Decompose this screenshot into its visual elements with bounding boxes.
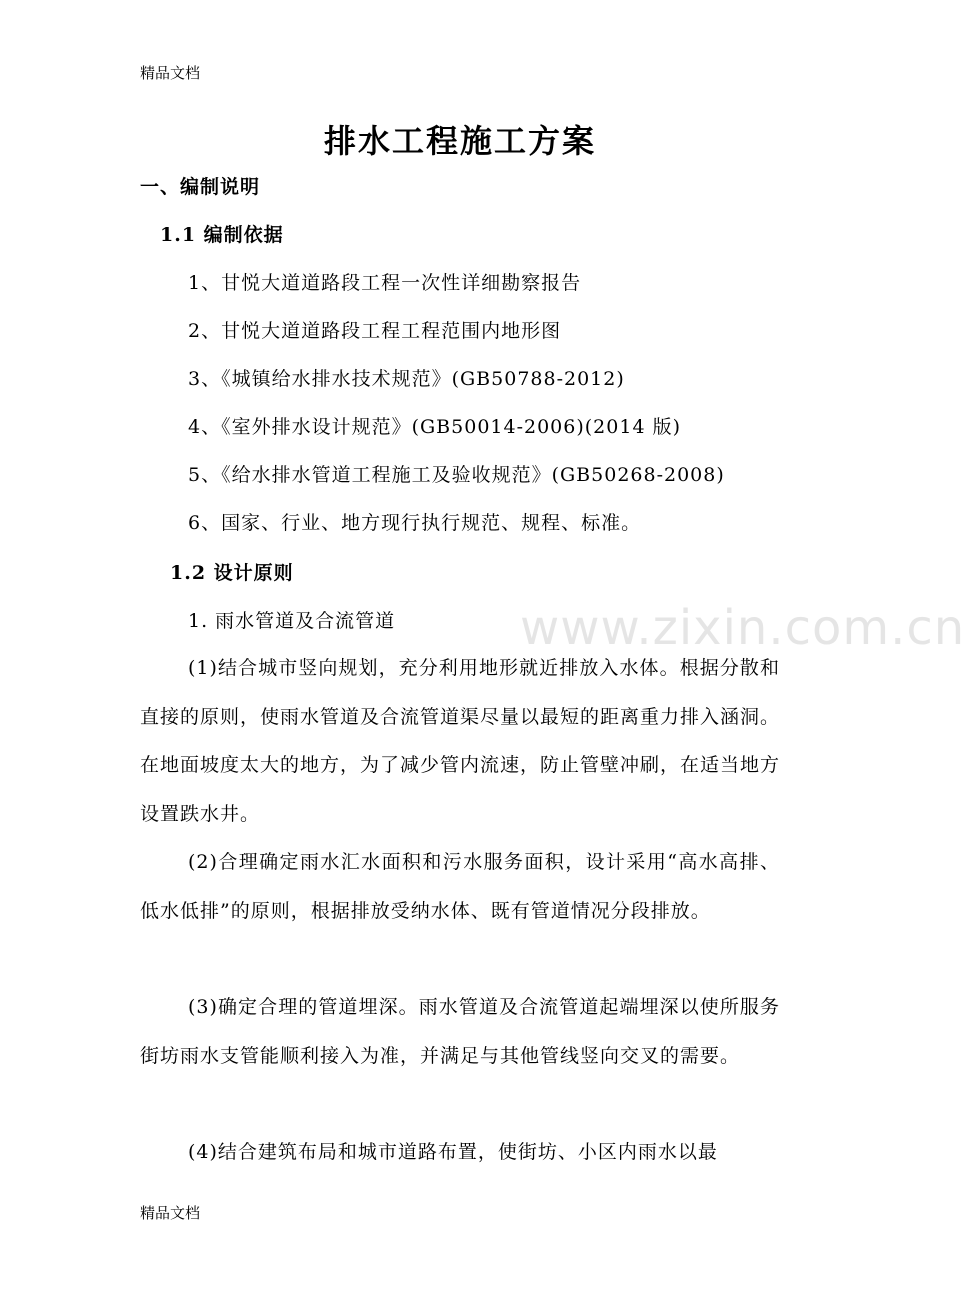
principle-paragraph-2: (2)合理确定雨水汇水面积和污水服务面积，设计采用“高水高排、低水低排”的原则，根据排放受纳水体、既有管道情况分段排放。 bbox=[140, 851, 780, 922]
basis-item-2: 2、甘悦大道道路段工程工程范围内地形图 bbox=[188, 320, 562, 342]
section-heading-1: 一、编制说明 bbox=[140, 176, 261, 198]
basis-item-4: 4、《室外排水设计规范》(GB50014-2006)(2014 版) bbox=[188, 416, 681, 438]
principle-paragraph-4: (4)结合建筑布局和城市道路布置，使街坊、小区内雨水以最 bbox=[188, 1141, 718, 1163]
subsection-heading-1-2: 1.2 设计原则 bbox=[170, 562, 294, 584]
basis-item-3: 3、《城镇给水排水技术规范》(GB50788-2012) bbox=[188, 368, 625, 390]
principle-item-1: 1. 雨水管道及合流管道 bbox=[188, 610, 396, 632]
principle-paragraph-1: (1)结合城市竖向规划，充分利用地形就近排放入水体。根据分散和直接的原则，使雨水管道及合流管道渠尽量以最短的距离重力排入涵洞。在地面坡度太大的地方，为了减少管内流速，防止管壁冲刷，在适当地方设置跌水井。 bbox=[140, 657, 781, 825]
document-title: 排水工程施工方案 bbox=[323, 122, 596, 160]
subsection-heading-1-1: 1.1 编制依据 bbox=[160, 224, 284, 246]
basis-item-5: 5、《给水排水管道工程施工及验收规范》(GB50268-2008) bbox=[188, 464, 725, 486]
page-header: 精品文档 bbox=[140, 64, 201, 82]
basis-item-6: 6、国家、行业、地方现行执行规范、规程、标准。 bbox=[188, 512, 642, 534]
basis-item-1: 1、甘悦大道道路段工程一次性详细勘察报告 bbox=[188, 272, 582, 294]
principle-paragraph-3: (3)确定合理的管道埋深。雨水管道及合流管道起端埋深以使所服务街坊雨水支管能顺利接入为准，并满足与其他管线竖向交叉的需要。 bbox=[140, 996, 780, 1067]
watermark: www.zixin.com.cn bbox=[520, 600, 965, 656]
page-footer: 精品文档 bbox=[140, 1204, 201, 1222]
